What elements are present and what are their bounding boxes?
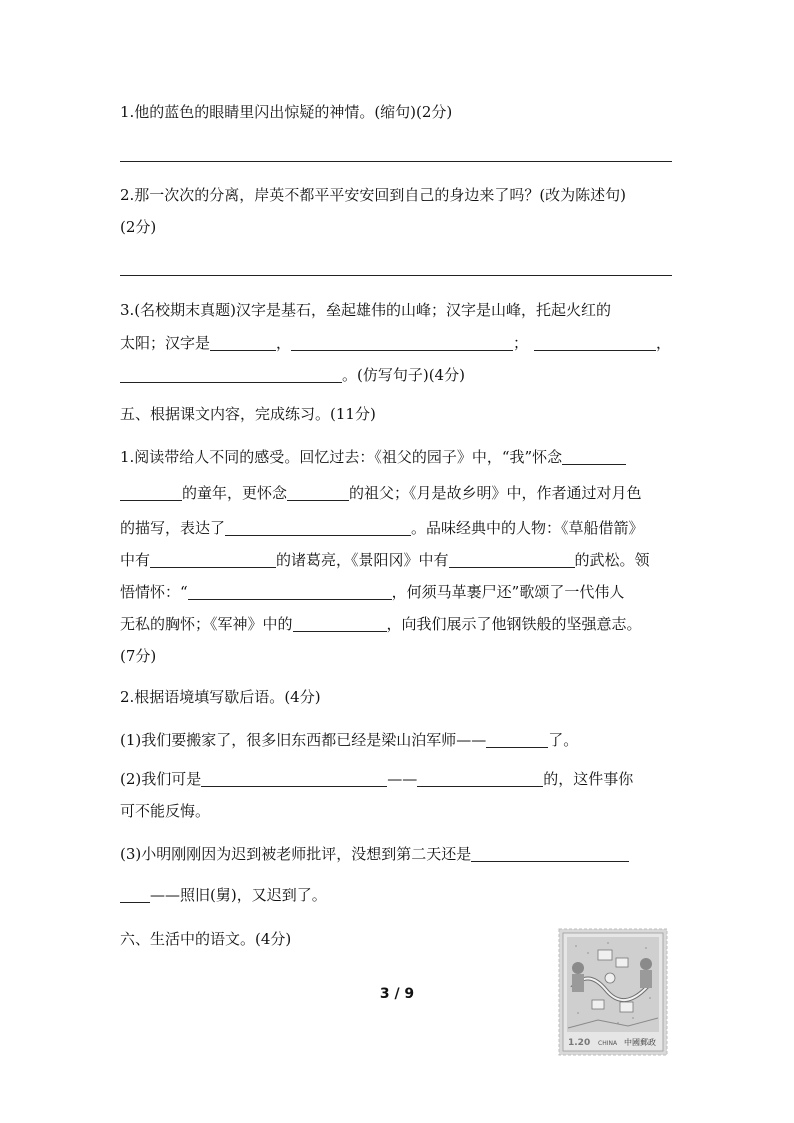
q4-item3-line1: 3.(名校期末真题)汉字是基石，垒起雄伟的山峰；汉字是山峰，托起火红的 bbox=[120, 301, 612, 319]
section5-heading: 五、根据课文内容，完成练习。(11分) bbox=[120, 405, 376, 423]
blank[interactable] bbox=[291, 335, 513, 351]
s5-q1-line5 bbox=[120, 581, 624, 603]
s5-q1-line1 bbox=[120, 446, 626, 468]
s5-q1-line3 bbox=[120, 517, 644, 539]
blank[interactable] bbox=[225, 520, 411, 536]
stamp-value: 1.20 bbox=[568, 1038, 591, 1048]
blank[interactable] bbox=[471, 846, 629, 862]
q4-item3-end: 。(仿写句子)(4分) bbox=[342, 366, 465, 384]
blank[interactable] bbox=[287, 485, 349, 501]
blank[interactable] bbox=[150, 552, 276, 568]
s5-q1-text: 的描写，表达了 bbox=[120, 519, 226, 537]
s5-q2-item2-line2: 可不能反悔。 bbox=[120, 802, 211, 820]
s5-q1-line6 bbox=[120, 613, 642, 635]
s5-q1-text: 的祖父；《月是故乡明》中，作者通过对月色 bbox=[349, 484, 642, 502]
q4-item2-line2: (2分) bbox=[120, 218, 157, 236]
comma: ， bbox=[276, 334, 292, 352]
q4-item3-text: 太阳；汉字是 bbox=[120, 334, 211, 352]
blank[interactable] bbox=[188, 584, 392, 600]
s5-q2-text: —— bbox=[387, 770, 418, 788]
s5-q2-text: (1)我们要搬家了，很多旧东西都已经是梁山泊军师—— bbox=[120, 731, 487, 749]
stamp-post: 中國郵政 bbox=[624, 1038, 656, 1047]
s5-q2-item2 bbox=[120, 768, 633, 790]
blank[interactable] bbox=[120, 367, 342, 383]
s5-q1-text: 1.阅读带给人不同的感受。回忆过去：《祖父的园子》中，“我”怀念 bbox=[120, 448, 563, 466]
section6-heading: 六、生活中的语文。(4分) bbox=[120, 930, 292, 948]
blank[interactable] bbox=[562, 449, 626, 465]
s5-q1-line4 bbox=[120, 549, 650, 571]
blank[interactable] bbox=[417, 771, 543, 787]
s5-q2-item3 bbox=[120, 843, 629, 865]
page-number: 3 / 9 bbox=[379, 986, 415, 1002]
blank[interactable] bbox=[120, 887, 150, 903]
blank[interactable] bbox=[534, 335, 656, 351]
q4-item2-line1: 2.那一次次的分离，岸英不都平平安安回到自己的身边来了吗？(改为陈述句) bbox=[120, 186, 627, 204]
s5-q1-text: 的童年，更怀念 bbox=[182, 484, 288, 502]
blank[interactable] bbox=[201, 771, 387, 787]
s5-q2-item3-line2 bbox=[120, 884, 327, 906]
q4-item3-line2 bbox=[120, 332, 671, 354]
s5-q2-text: 了。 bbox=[548, 731, 579, 749]
stamp-country: CHINA bbox=[598, 1040, 618, 1047]
s5-q1-line2 bbox=[120, 482, 642, 504]
comma: ， bbox=[656, 334, 672, 352]
s5-q1-text: 。品味经典中的人物：《草船借箭》 bbox=[411, 519, 644, 537]
s5-q1-text: ，何须马革裹尸还”歌颂了一代伟人 bbox=[391, 583, 625, 601]
blank[interactable] bbox=[210, 335, 276, 351]
q4-item3-line3 bbox=[120, 364, 465, 386]
answer-line-2[interactable] bbox=[120, 275, 672, 276]
blank[interactable] bbox=[449, 552, 575, 568]
s5-q2-text: ——照旧(舅)，又迟到了。 bbox=[150, 886, 327, 904]
blank[interactable] bbox=[120, 485, 182, 501]
q4-item1: 1.他的蓝色的眼睛里闪出惊疑的神情。(缩句)(2分) bbox=[120, 103, 453, 121]
blank[interactable] bbox=[293, 616, 387, 632]
s5-q2-item1 bbox=[120, 729, 578, 751]
s5-q2-text: (3)小明刚刚因为迟到被老师批评，没想到第二天还是 bbox=[120, 845, 472, 863]
s5-q1-text: 的武松。领 bbox=[574, 551, 650, 569]
blank[interactable] bbox=[486, 732, 548, 748]
semicolon: ； bbox=[513, 334, 529, 352]
s5-q2-heading: 2.根据语境填写歇后语。(4分) bbox=[120, 688, 321, 706]
s5-q1-text: 悟情怀：“ bbox=[120, 583, 188, 601]
s5-q1-text: ，向我们展示了他钢铁般的坚强意志。 bbox=[386, 615, 642, 633]
s5-q2-text: (2)我们可是 bbox=[120, 770, 202, 788]
s5-q1-line7: (7分) bbox=[120, 647, 157, 665]
answer-line-1[interactable] bbox=[120, 161, 672, 162]
s5-q1-text: 无私的胸怀；《军神》中的 bbox=[120, 615, 293, 633]
s5-q1-text: 中有 bbox=[120, 551, 151, 569]
s5-q1-text: 的诸葛亮，《景阳冈》中有 bbox=[276, 551, 449, 569]
s5-q2-text: 的，这件事你 bbox=[543, 770, 634, 788]
